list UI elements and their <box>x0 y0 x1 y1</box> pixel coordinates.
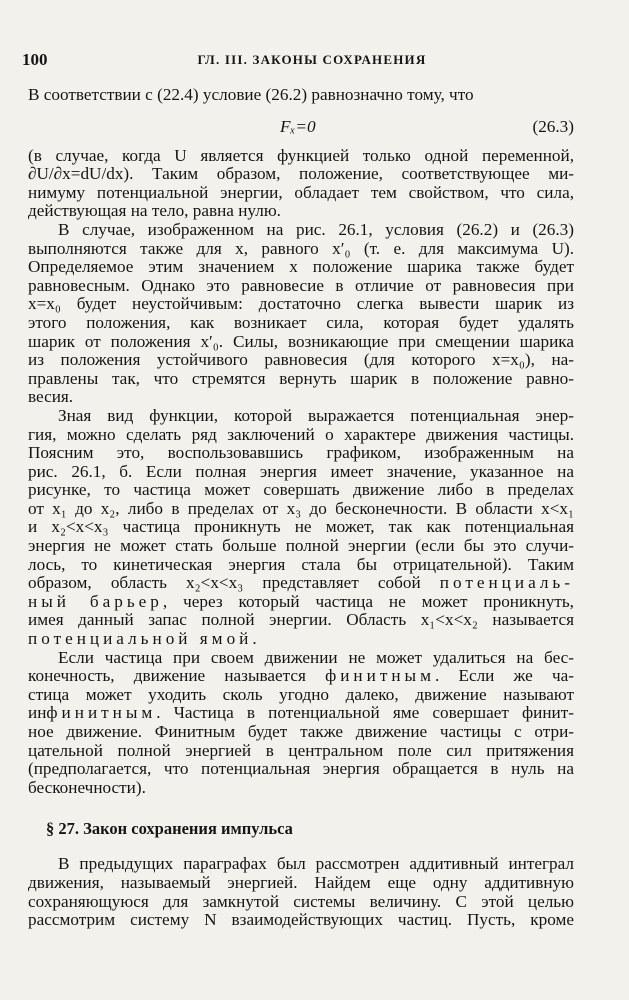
text-line: В случае, изображенном на рис. 26.1, условия (26.2) и (26.3) <box>58 220 574 239</box>
formula-expression: Fₓ=0 <box>280 116 316 136</box>
formula-number: (26.3) <box>532 116 574 136</box>
text-line: ное движение. Финитным будет также движение частицы с отри- <box>28 723 574 741</box>
text-line: правлены так, что стремятся вернуть шарик в положение равно- <box>28 369 574 388</box>
text-line: гия, можно сделать ряд заключений о характере движения частицы. <box>28 425 574 444</box>
text-line: бесконечности). <box>28 778 146 797</box>
text-line: действующая на тело, равна нулю. <box>28 202 281 221</box>
text-line: Определяемое этим значением x положение шарика также будет <box>28 258 574 277</box>
section-gap <box>28 797 574 819</box>
text-line: энергия не может стать больше полной энергии (если бы это случи- <box>28 537 574 556</box>
text-line: лось, то кинетическая энергия стала бы отрицательной). Таким <box>28 555 574 574</box>
text-line: этого положения, как возникает сила, которая будет удалять <box>28 313 574 332</box>
running-head <box>22 50 602 72</box>
text-line: (предполагается, что потенциальная энергия обращается в нуль на <box>28 760 574 779</box>
text-line: Если частица при своем движении не может удалиться на бес- <box>58 648 574 667</box>
text-line: (в случае, когда U является функцией только одной переменной, <box>28 146 574 165</box>
text-line: образом, область x₂<x<x₃ представляет собой потенциаль- <box>28 574 574 593</box>
page-body <box>28 86 574 930</box>
text-line: шарик от положения x′₀. Силы, возникающие при смещении шарика <box>28 332 574 351</box>
text-line: рисунке, то частица может совершать движение либо в пределах <box>28 481 574 500</box>
text-line: конечность, движение называется финитным. Если же ча- <box>28 667 574 686</box>
formula-line <box>28 105 574 147</box>
text-line: потенциальной ямой. <box>28 630 257 649</box>
text-line: ∂U/∂x=dU/dx). Таким образом, положение, соответствующее ми- <box>28 165 574 184</box>
text-line: нимуму потенциальной энергии, обладает тем свойством, что сила, <box>28 183 574 202</box>
section-text-block <box>28 855 574 929</box>
text-line: рис. 26.1, б. Если полная энергия имеет значение, указанное на <box>28 462 574 481</box>
text-line: равновесным. Однако это равновесие в отличие от равновесия при <box>28 276 574 295</box>
text-line: инфинитным. Частица в потенциальной яме совершает финит- <box>28 704 574 723</box>
text-line: весия. <box>28 388 74 407</box>
text-line: В предыдущих параграфах был рассмотрен аддитивный интеграл <box>58 855 574 874</box>
text-line: ный барьер, через который частица не может проникнуть, <box>28 592 574 611</box>
text-line: рассмотрим систему N взаимодействующих частиц. Пусть, кроме <box>28 911 574 930</box>
text-line: В соответствии с (22.4) условие (26.2) равнозначно тому, что <box>28 86 474 104</box>
text-line: движения, называемый энергией. Найдем еще одну аддитивную <box>28 873 574 892</box>
text-line: сохраняющуюся для замкнутой системы величину. С этой целью <box>28 892 574 911</box>
text-line: x=x₀ будет неустойчивым: достаточно слегка вывести шарик из <box>28 295 574 314</box>
text-block-before-formula <box>28 86 574 105</box>
text-line: цательной полной энергией в центральном поле сил притяжения <box>28 741 574 760</box>
text-line: стица может уходить сколь угодно далеко, движение называют <box>28 685 574 704</box>
section-heading: § 27. Закон сохранения импульса <box>46 819 293 839</box>
chapter-title: ГЛ. III. ЗАКОНЫ СОХРАНЕНИЯ <box>197 52 427 67</box>
text-line: выполняются также для x, равного x′₀ (т. е. для максимума U). <box>28 239 574 258</box>
text-line: Зная вид функции, которой выражается потенциальная энер- <box>58 406 574 425</box>
text-line: имея данный запас полной энергии. Область x₁<x<x₂ называется <box>28 611 574 630</box>
text-line: от x₁ до x₂, либо в пределах от x₃ до бесконечности. В области x<x₁ <box>28 499 574 518</box>
text-block-after-formula <box>28 147 574 798</box>
page-number: 100 <box>22 50 48 69</box>
text-line: из положения устойчивого равновесия (для которого x=x₀), на- <box>28 351 574 370</box>
text-line: Поясним это, воспользовавшись графиком, изображенным на <box>28 444 574 463</box>
text-line: и x₂<x<x₃ частица проникнуть не может, так как потенциальная <box>28 518 574 537</box>
